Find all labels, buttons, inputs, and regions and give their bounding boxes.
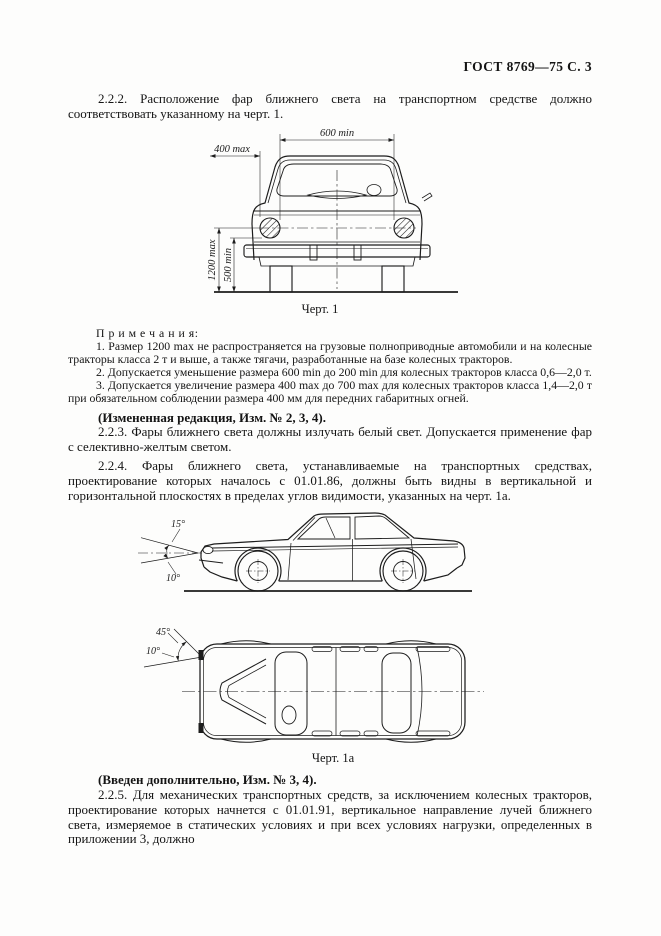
dim-label-600-min: 600 min: [319, 128, 355, 139]
front-door-window: [298, 517, 350, 539]
notes-block: [68, 327, 592, 404]
page-header: ГОСТ 8769—75 С. 3: [463, 59, 592, 74]
car-top-view: [182, 641, 484, 743]
figure-1a-top-view-drawing: [118, 626, 538, 761]
figure-1-caption: Черт. 1: [301, 302, 339, 316]
notes-title: П р и м е ч а н и я:: [96, 326, 199, 340]
amendment-note-1: (Измененная редакция, Изм. № 2, 3, 4).: [98, 410, 326, 425]
dim-label-1200-max: 1200 max: [207, 239, 218, 281]
dim-label-400-max: 400 max: [214, 144, 250, 155]
angle-label-45deg: 45°: [156, 627, 170, 638]
paragraph-2-2-3: 2.2.3. Фары ближнего света должны излучать белый свет. Допускается применение фар с селективно-желтым светом.: [68, 424, 592, 454]
rear-window: [382, 653, 411, 733]
right-wheel: [382, 266, 404, 292]
paragraph-2-2-5: 2.2.5. Для механических транспортных средств, за исключением колесных тракторов, проектирование которых начнется с 01.01.91, вертикальное направление лучей ближнего света, измеряемое в статических условиях и при всех условиях нагрузки, определенных в приложении 3, должно: [68, 787, 592, 847]
note-item-2: 2. Допускается уменьшение размера 600 min до 200 min для колесных тракторов класса 0,6—2,0 т.: [96, 364, 592, 379]
headlight-mark-left: [199, 650, 204, 660]
paragraph-2-2-4: 2.2.4. Фары ближнего света, устанавливаемые на транспортных средствах, проектирование которых началось с 01.01.86, должны быть видны в вертикальной и горизонтальной плоскостях в пределах углов видимости, указанных на черт. 1а.: [68, 458, 592, 503]
note-item-1: 1. Размер 1200 max не распространяется на грузовые полноприводные автомобили и на колесные тракторы класса 2 т и выше, а также тягачи, разработанные на базе колесных тракторов.: [68, 338, 592, 366]
car-side-view: [184, 513, 472, 591]
paragraph-2-2-2: 2.2.2. Расположение фар ближнего света на транспортном средстве должно соответствовать указанному на черт. 1.: [68, 91, 592, 121]
angle-label-10deg-top: 10°: [146, 646, 160, 657]
figure-1-rear-view-drawing: [186, 126, 486, 306]
headlight: [203, 546, 213, 553]
amendment-note-2: (Введен дополнительно, Изм. № 3, 4).: [98, 772, 317, 787]
side-mirror: [422, 193, 432, 201]
windshield: [275, 652, 307, 735]
left-lamp: [260, 218, 280, 238]
dim-label-500-min: 500 min: [223, 247, 234, 283]
right-lamp: [394, 218, 414, 238]
visibility-angle-lines: [138, 529, 206, 574]
angle-label-10deg-side: 10°: [166, 573, 180, 584]
note-item-3: 3. Допускается увеличение размера 400 max до 700 max для колесных тракторов класса 1,4—2,0 т при обязательном соблюдении размера 400 мм для передних габаритных огней.: [68, 377, 592, 405]
angle-label-15deg: 15°: [171, 519, 185, 530]
headlight-mark-right: [199, 723, 204, 733]
steering-wheel: [282, 706, 296, 724]
figure-1a-side-view-drawing: [118, 503, 538, 623]
dimension-lines: [210, 134, 394, 292]
car-body-outline: [201, 513, 465, 568]
figure-1a-caption: Черт. 1а: [311, 751, 355, 765]
left-wheel: [270, 266, 292, 292]
car-rear-view: [214, 156, 458, 292]
